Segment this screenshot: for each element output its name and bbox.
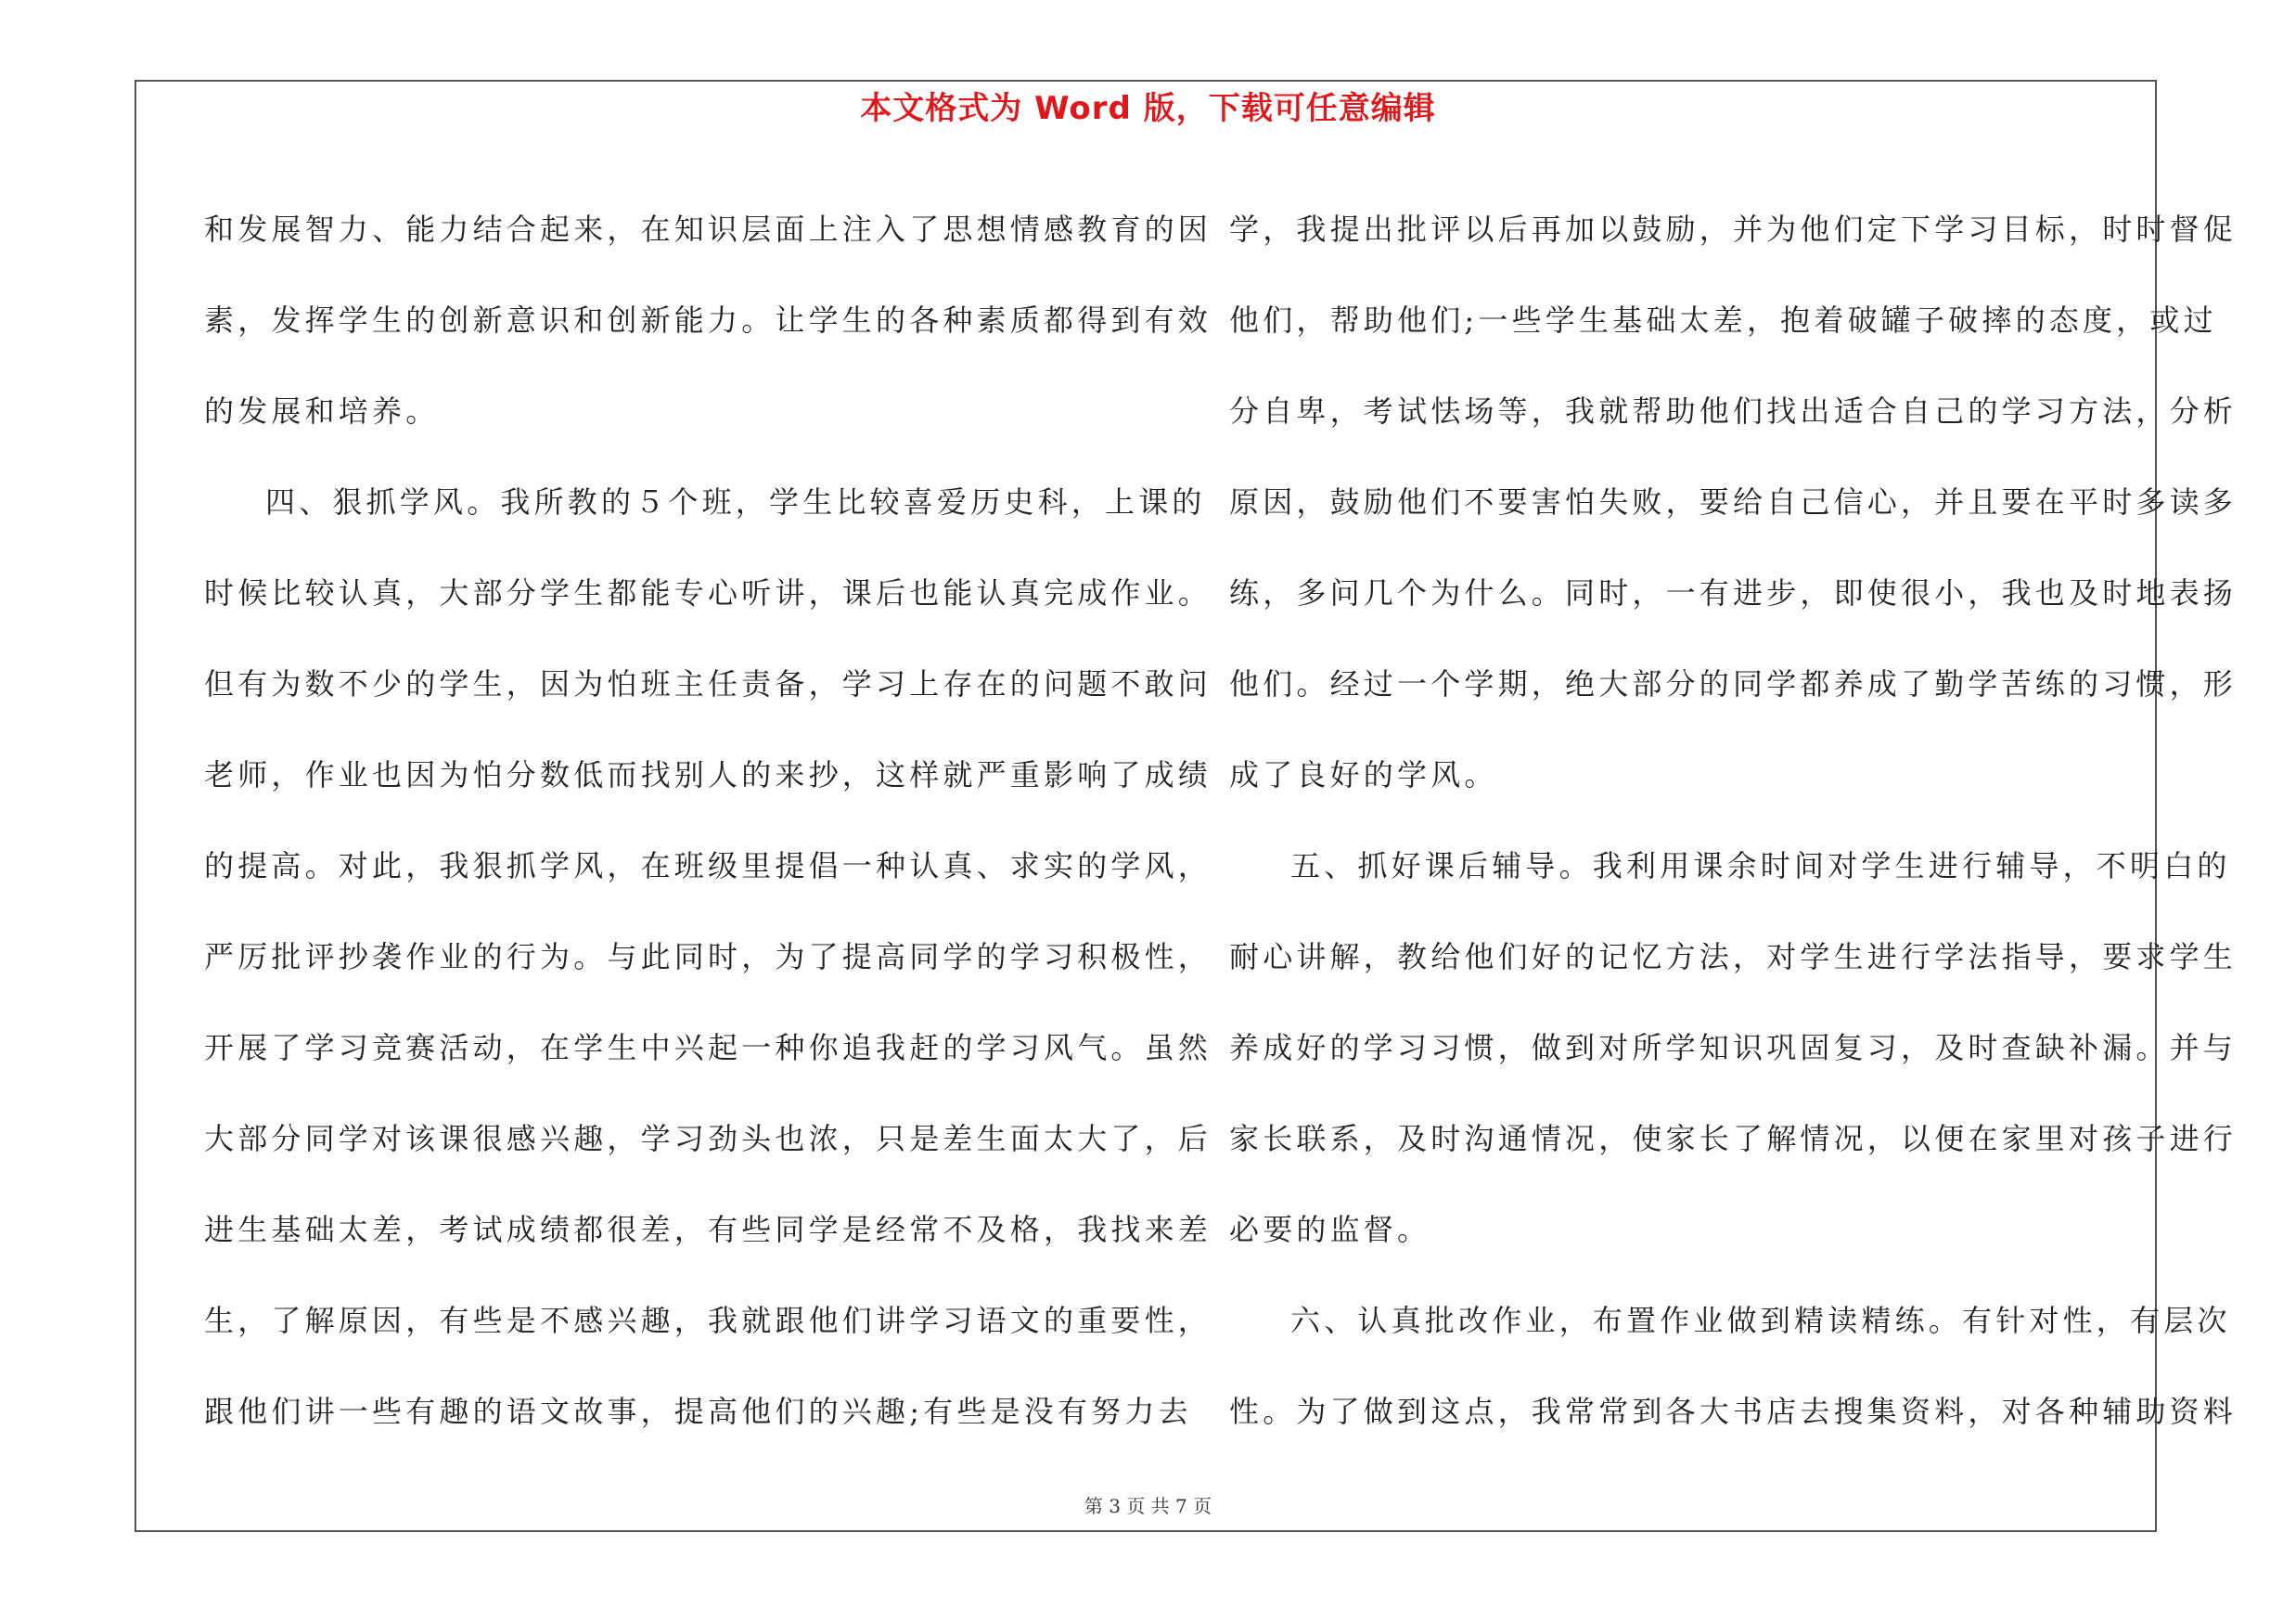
text-line: 四、狠抓学风。我所教的５个班，学生比较喜爱历史科，上课的 <box>265 484 1206 520</box>
text-line: 六、认真批改作业，布置作业做到精读精练。有针对性，有层次 <box>1290 1303 2231 1338</box>
text-line: 性。为了做到这点，我常常到各大书店去搜集资料，对各种辅助资料 <box>1229 1394 2238 1429</box>
text-line: 的发展和培养。 <box>204 393 440 429</box>
text-line: 练，多问几个为什么。同时，一有进步，即使很小，我也及时地表扬 <box>1229 575 2238 611</box>
text-line: 进生基础太差，考试成绩都很差，有些同学是经常不及格，我找来差 <box>204 1212 1212 1247</box>
text-line: 原因，鼓励他们不要害怕失败，要给自己信心，并且要在平时多读多 <box>1229 484 2238 520</box>
text-line: 严厉批评抄袭作业的行为。与此同时，为了提高同学的学习积极性， <box>204 939 1212 974</box>
text-line: 和发展智力、能力结合起来，在知识层面上注入了思想情感教育的因 <box>204 212 1212 247</box>
text-line: 成了良好的学风。 <box>1229 757 1498 792</box>
page-header-title: 本文格式为 Word 版，下载可任意编辑 <box>860 90 1436 127</box>
left-text-column <box>204 184 1212 1457</box>
text-line: 但有为数不少的学生，因为怕班主任责备，学习上存在的问题不敢问 <box>204 666 1212 702</box>
text-line: 素，发挥学生的创新意识和创新能力。让学生的各种素质都得到有效 <box>204 303 1212 338</box>
text-line: 老师，作业也因为怕分数低而找别人的来抄，这样就严重影响了成绩 <box>204 757 1212 792</box>
text-line: 耐心讲解，教给他们好的记忆方法，对学生进行学法指导，要求学生 <box>1229 939 2238 974</box>
text-line: 他们，帮助他们;一些学生基础太差，抱着破罐子破摔的态度，或过 <box>1229 303 2217 338</box>
text-line: 生，了解原因，有些是不感兴趣，我就跟他们讲学习语文的重要性， <box>204 1303 1212 1338</box>
text-line: 时候比较认真，大部分学生都能专心听讲，课后也能认真完成作业。 <box>204 575 1212 611</box>
text-line: 的提高。对此，我狠抓学风，在班级里提倡一种认真、求实的学风， <box>204 848 1212 883</box>
text-line: 跟他们讲一些有趣的语文故事，提高他们的兴趣;有些是没有努力去 <box>204 1394 1192 1429</box>
right-text-column <box>1229 184 2238 1457</box>
text-line: 分自卑，考试怯场等，我就帮助他们找出适合自己的学习方法，分析 <box>1229 393 2238 429</box>
text-line: 开展了学习竞赛活动，在学生中兴起一种你追我赶的学习风气。虽然 <box>204 1030 1212 1065</box>
text-line: 他们。经过一个学期，绝大部分的同学都养成了勤学苦练的习惯，形 <box>1229 666 2238 702</box>
text-line: 家长联系，及时沟通情况，使家长了解情况，以便在家里对孩子进行 <box>1229 1121 2238 1156</box>
text-line: 五、抓好课后辅导。我利用课余时间对学生进行辅导，不明白的 <box>1290 848 2231 883</box>
text-line: 必要的监督。 <box>1229 1212 1431 1247</box>
page-number-footer: 第 3 页 共 7 页 <box>1084 1495 1212 1517</box>
text-line: 学，我提出批评以后再加以鼓励，并为他们定下学习目标，时时督促 <box>1229 212 2238 247</box>
text-line: 养成好的学习习惯，做到对所学知识巩固复习，及时查缺补漏。并与 <box>1229 1030 2238 1065</box>
text-line: 大部分同学对该课很感兴趣，学习劲头也浓，只是差生面太大了，后 <box>204 1121 1212 1156</box>
